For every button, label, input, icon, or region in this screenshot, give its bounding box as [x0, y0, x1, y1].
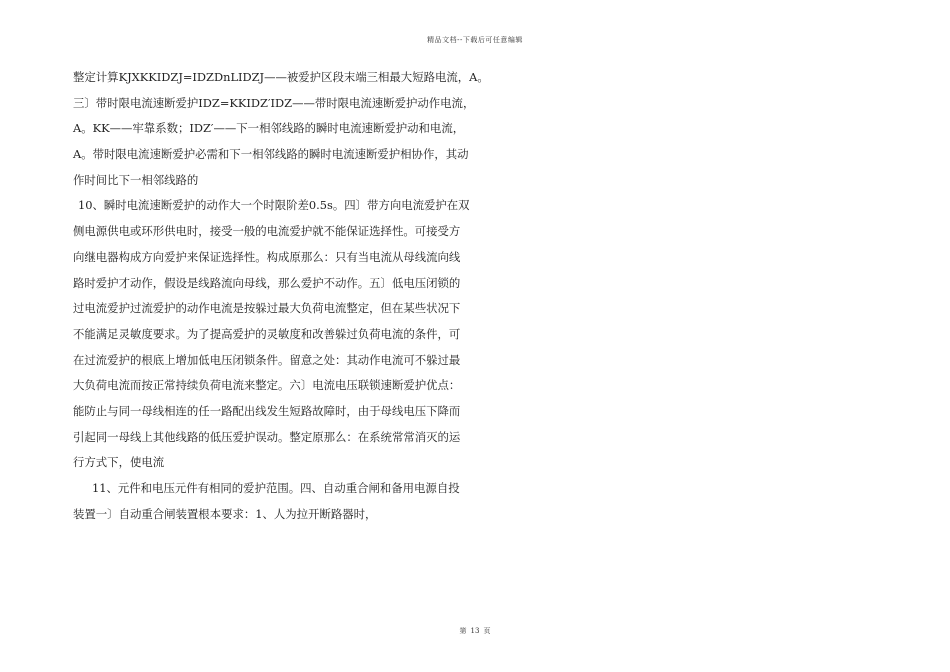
text-line-5: 作时间比下一相邻线路的: [73, 172, 199, 187]
page-footer: [0, 626, 950, 636]
page-number-suffix: 页: [483, 627, 491, 635]
text-line-14: 能防止与同一母线相连的任一路配出线发生短路故障时，由于母线电压下降而: [73, 403, 461, 418]
document-body: [73, 65, 489, 527]
text-line-13: 大负荷电流而按正常持续负荷电流来整定。六〕电流电压联锁速断爱护优点：: [73, 378, 461, 393]
text-line-16: 行方式下，使电流: [73, 455, 165, 470]
text-line-4: A。带时限电流速断爱护必需和下一相邻线路的瞬时电流速断爱护相协作，其动: [73, 147, 469, 162]
page-number-prefix: 第: [459, 627, 467, 635]
page-number: 13: [470, 627, 480, 635]
text-line-18: 装置一〕自动重合闸装置根本要求：1、人为拉开断路器时，: [73, 506, 377, 521]
text-line-3: A。KK——牢靠系数；IDZ′——下一相邻线路的瞬时电流速断爱护动和电流，: [73, 121, 465, 136]
text-line-8: 向继电器构成方向爱护来保证选择性。构成原那么：只有当电流从母线流向线: [73, 249, 461, 264]
text-line-2: 三〕带时限电流速断爱护IDZ=KKIDZ′IDZ——带时限电流速断爱护动作电流，: [73, 95, 475, 110]
text-line-1: 整定计算KJXKKIDZJ=IDZDnLIDZJ——被爱护区段末端三相最大短路电流，A。: [73, 70, 489, 84]
text-line-6: 10、瞬时电流速断爱护的动作大一个时限阶差0.5s。四〕带方向电流爱护在双: [78, 198, 470, 213]
text-line-17: 11、元件和电压元件有相同的爱护范围。四、自动重合闸和备用电源自投: [92, 481, 460, 495]
text-line-12: 在过流爱护的根底上增加低电压闭锁条件。留意之处：其动作电流可不躲过最: [73, 352, 461, 367]
text-line-10: 过电流爱护过流爱护的动作电流是按躲过最大负荷电流整定，但在某些状况下: [73, 301, 461, 316]
text-line-7: 侧电源供电或环形供电时，接受一般的电流爱护就不能保证选择性。可接受方: [73, 224, 461, 239]
page-header: 精品文档--下载后可任意编辑: [427, 36, 523, 44]
text-line-11: 不能满足灵敏度要求。为了提高爱护的灵敏度和改善躲过负荷电流的条件，可: [73, 326, 461, 341]
text-line-9: 路时爱护才动作，假设是线路流向母线，那么爱护不动作。五〕低电压闭锁的: [73, 275, 461, 290]
text-line-15: 引起同一母线上其他线路的低压爱护误动。整定原那么：在系统常常消灭的运: [73, 429, 461, 444]
